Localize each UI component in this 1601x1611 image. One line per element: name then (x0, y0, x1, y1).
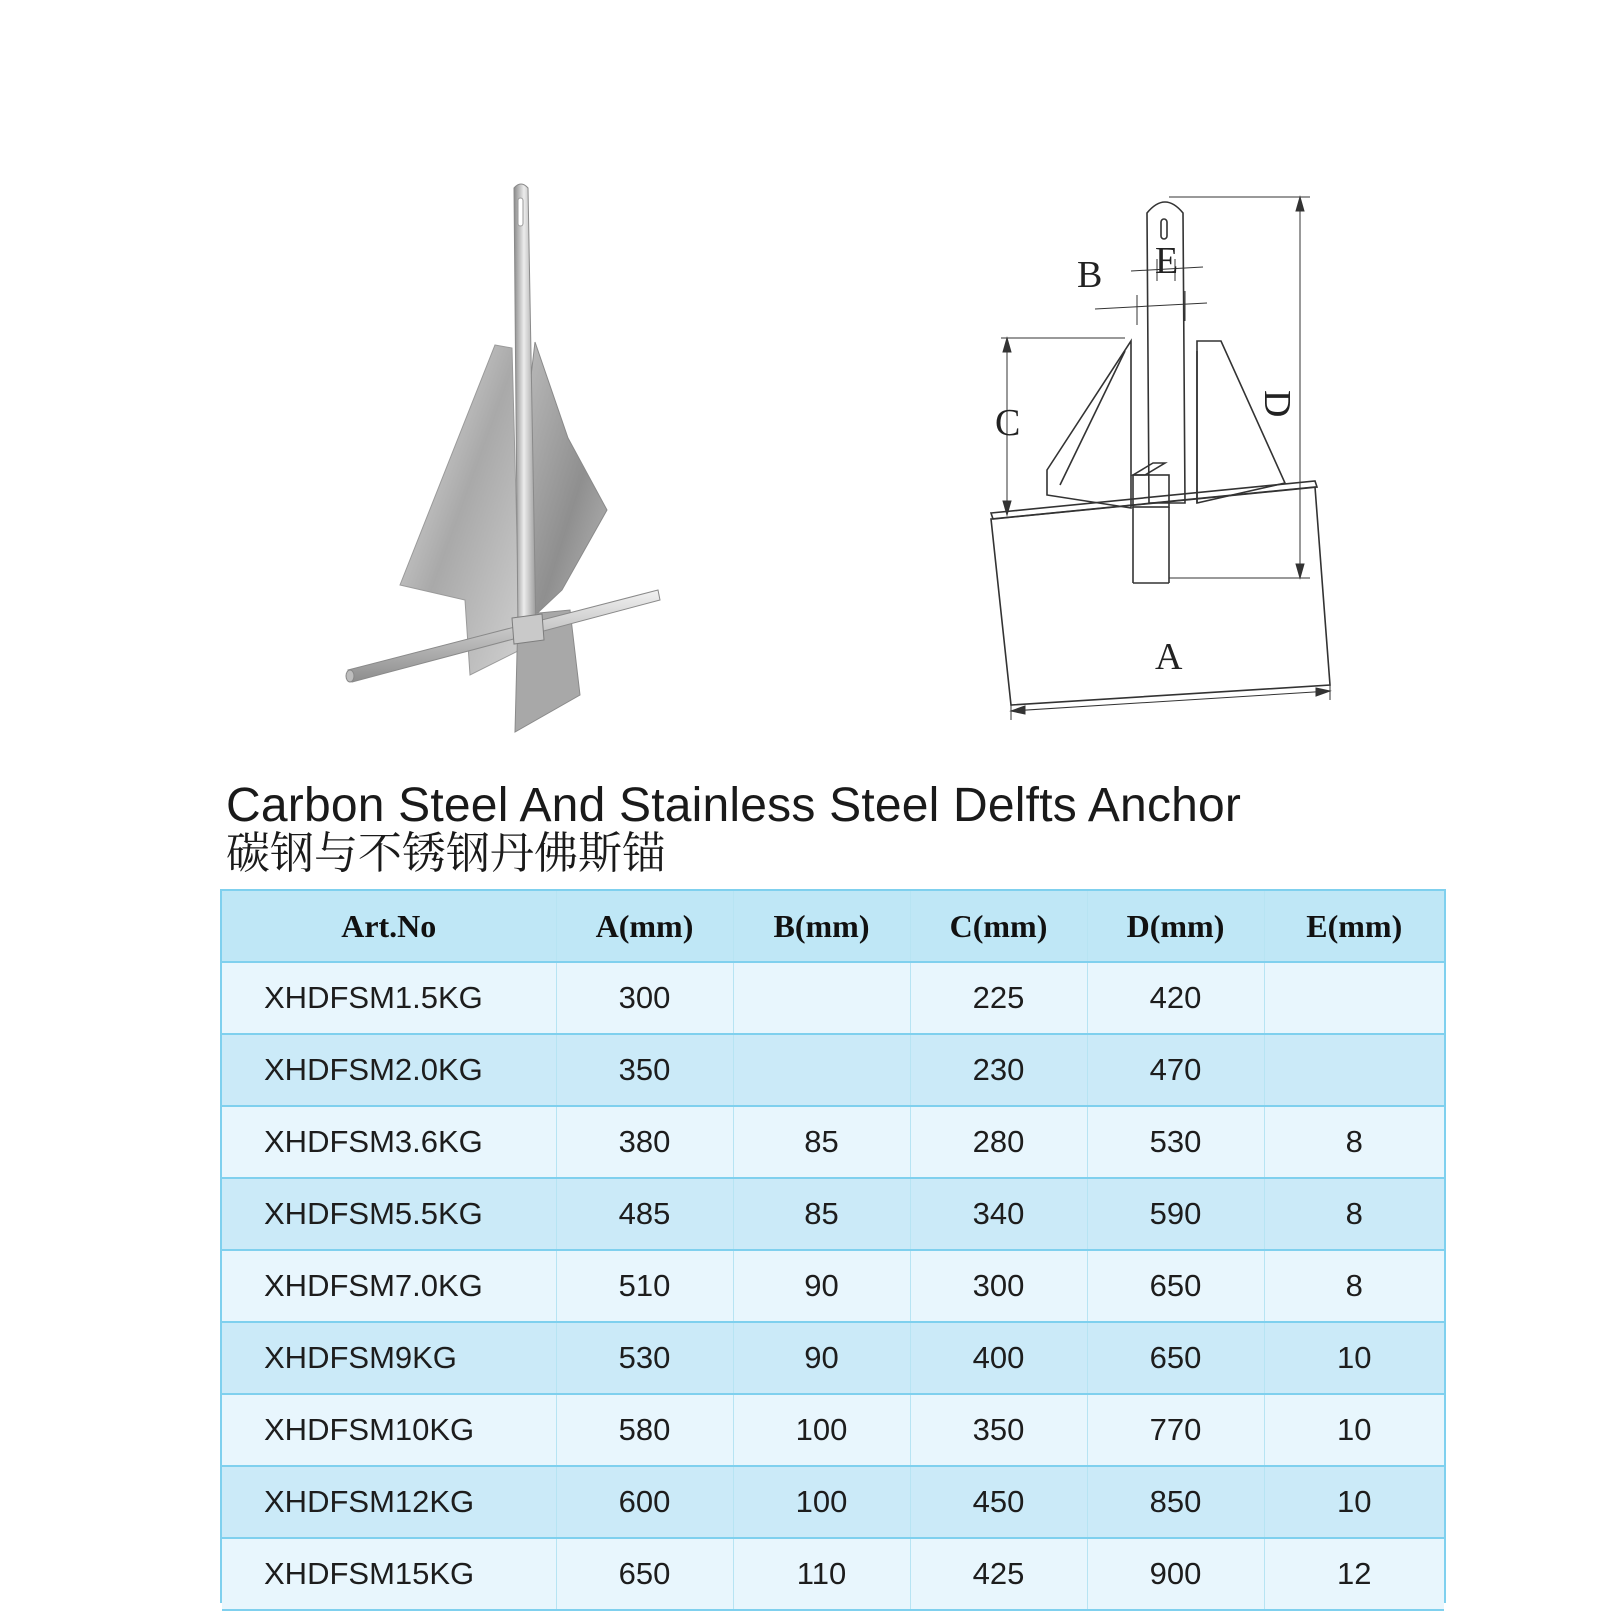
cell-c: 340 (910, 1178, 1087, 1250)
cell-c: 280 (910, 1106, 1087, 1178)
cell-a: 650 (556, 1538, 733, 1610)
cell-b: 90 (733, 1250, 910, 1322)
cell-art-no: XHDFSM9KG (222, 1322, 556, 1394)
cell-art-no: XHDFSM12KG (222, 1466, 556, 1538)
table-row (222, 1178, 1444, 1250)
cell-e: 8 (1264, 1250, 1444, 1322)
cell-b: 100 (733, 1466, 910, 1538)
cell-e: 10 (1264, 1394, 1444, 1466)
cell-d: 900 (1087, 1538, 1264, 1610)
dim-label-b: B (1077, 254, 1103, 296)
anchor-dimension-drawing (985, 185, 1345, 745)
dim-label-d: D (1256, 390, 1298, 418)
cell-c: 350 (910, 1394, 1087, 1466)
product-title-block (226, 780, 1241, 880)
cell-art-no: XHDFSM7.0KG (222, 1250, 556, 1322)
header-art-no: Art.No (222, 891, 556, 962)
cell-b: 100 (733, 1394, 910, 1466)
cell-art-no: XHDFSM5.5KG (222, 1178, 556, 1250)
cell-e (1264, 962, 1444, 1034)
cell-e: 8 (1264, 1178, 1444, 1250)
cell-e: 10 (1264, 1466, 1444, 1538)
cell-art-no: XHDFSM2.0KG (222, 1034, 556, 1106)
product-title-chinese: 碳钢与不锈钢丹佛斯锚 (226, 828, 666, 879)
anchor-photo (330, 170, 690, 740)
cell-a: 350 (556, 1034, 733, 1106)
cell-a: 300 (556, 962, 733, 1034)
cell-a: 510 (556, 1250, 733, 1322)
table-row (222, 962, 1444, 1034)
cell-a: 485 (556, 1178, 733, 1250)
table-row (222, 1106, 1444, 1178)
cell-c: 230 (910, 1034, 1087, 1106)
cell-art-no: XHDFSM15KG (222, 1538, 556, 1610)
cell-c: 450 (910, 1466, 1087, 1538)
cell-art-no: XHDFSM10KG (222, 1394, 556, 1466)
spec-table (222, 891, 1444, 1611)
cell-d: 530 (1087, 1106, 1264, 1178)
dim-label-e: E (1155, 240, 1179, 282)
cell-d: 770 (1087, 1394, 1264, 1466)
cell-e: 12 (1264, 1538, 1444, 1610)
cell-c: 425 (910, 1538, 1087, 1610)
table-row (222, 1250, 1444, 1322)
cell-d: 650 (1087, 1250, 1264, 1322)
cell-b: 110 (733, 1538, 910, 1610)
cell-e: 8 (1264, 1106, 1444, 1178)
cell-art-no: XHDFSM3.6KG (222, 1106, 556, 1178)
table-row (222, 1322, 1444, 1394)
product-title-english: Carbon Steel And Stainless Steel Delfts Anchor (226, 779, 1242, 832)
cell-e: 10 (1264, 1322, 1444, 1394)
cell-art-no: XHDFSM1.5KG (222, 962, 556, 1034)
cell-b (733, 962, 910, 1034)
cell-a: 580 (556, 1394, 733, 1466)
table-row (222, 1034, 1444, 1106)
cell-d: 470 (1087, 1034, 1264, 1106)
table-row (222, 1538, 1444, 1610)
cell-b (733, 1034, 910, 1106)
cell-c: 300 (910, 1250, 1087, 1322)
table-header-row (222, 891, 1444, 962)
cell-d: 850 (1087, 1466, 1264, 1538)
header-c: C(mm) (910, 891, 1087, 962)
header-d: D(mm) (1087, 891, 1264, 962)
cell-c: 225 (910, 962, 1087, 1034)
cell-b: 85 (733, 1178, 910, 1250)
dim-label-c: C (995, 402, 1021, 444)
cell-d: 420 (1087, 962, 1264, 1034)
cell-a: 530 (556, 1322, 733, 1394)
cell-b: 90 (733, 1322, 910, 1394)
header-b: B(mm) (733, 891, 910, 962)
cell-b: 85 (733, 1106, 910, 1178)
table-row (222, 1394, 1444, 1466)
cell-d: 650 (1087, 1322, 1264, 1394)
table-row (222, 1466, 1444, 1538)
cell-e (1264, 1034, 1444, 1106)
header-a: A(mm) (556, 891, 733, 962)
cell-c: 400 (910, 1322, 1087, 1394)
header-e: E(mm) (1264, 891, 1444, 962)
cell-d: 590 (1087, 1178, 1264, 1250)
cell-a: 380 (556, 1106, 733, 1178)
cell-a: 600 (556, 1466, 733, 1538)
dim-label-a: A (1155, 636, 1183, 678)
